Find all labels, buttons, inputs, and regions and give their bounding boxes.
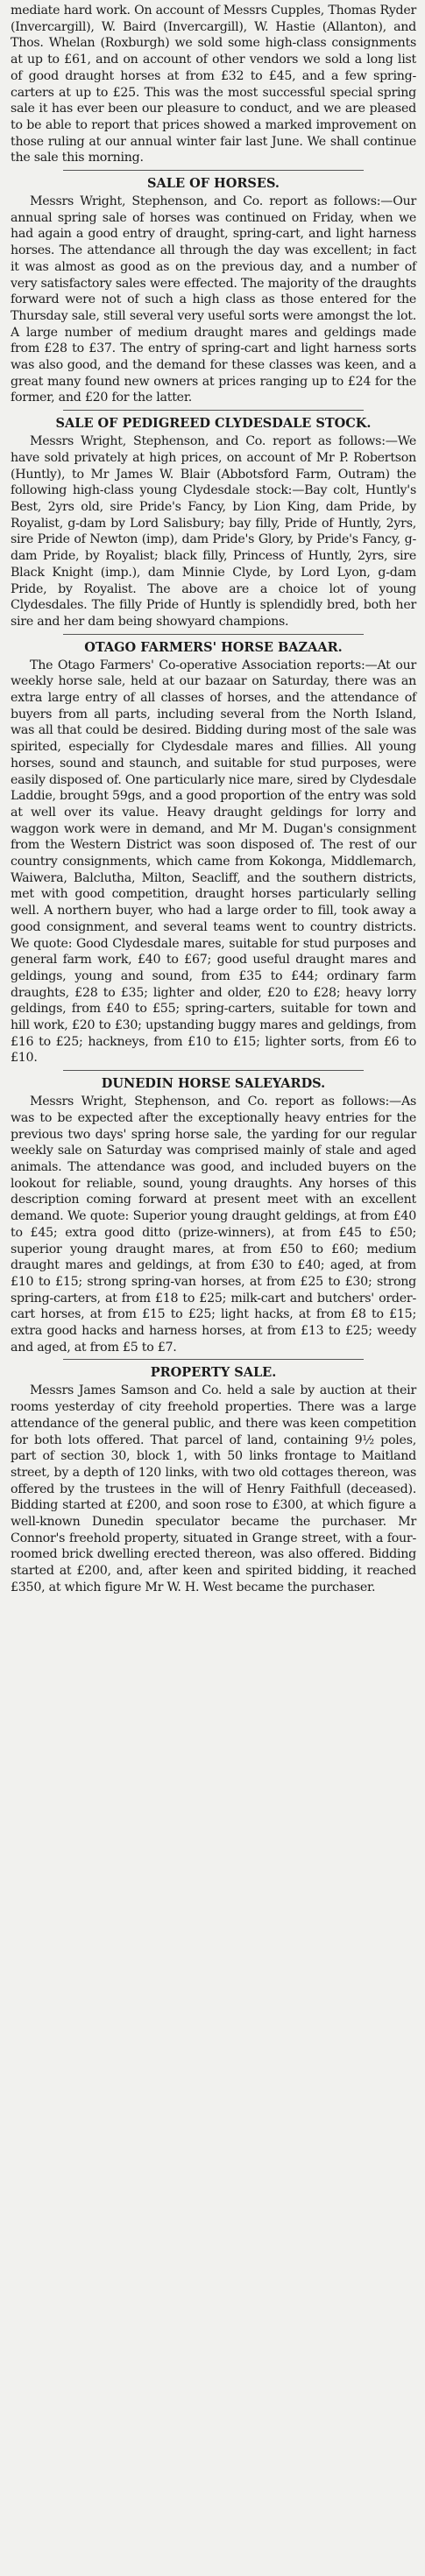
section-divider xyxy=(63,410,364,411)
section-divider xyxy=(63,1070,364,1071)
section-pedigreed-clydesdale xyxy=(11,415,416,630)
paragraph: Messrs James Samson and Co. held a sale by auction at their rooms yesterday of city freehold properties. There was a large attendance of the general public, and there was keen competition for both lots offered. That parcel of land, containing 9½ poles, part of section 30, block 1, with 50 links frontage to Maitland street, by a depth of 120 links, with two old cottages thereon, was offered by the trustees in the will of Henry Faithfull (deceased). Bidding started at £200, and soon rose to £300, at which figure a well-known Dunedin speculator became the purchaser. Mr Connor's freehold property, situated in Grange street, with a four-roomed brick dwelling erected thereon, was also offered. Bidding started at £200, and, after keen and spirited bidding, it reached £350, at which figure Mr W. H. West became the purchaser. xyxy=(11,1383,416,1594)
paragraph: Messrs Wright, Stephenson, and Co. report as follows:—We have sold privately at high prices, on account of Mr P. Robertson (Huntly), to Mr James W. Blair (Abbotsford Farm, Outram) the following high-class young Clydesdale stock:—Bay colt, Huntly's Best, 2yrs old, sire Pride's Fancy, by Lion King, dam Pride, by Royalist, g-dam by Lord Salisbury; bay filly, Pride of Huntly, 2yrs, sire Pride of Newton (imp), dam Pride's Glory, by Pride's Fancy, g-dam Pride, by Royalist; black filly, Princess of Huntly, 2yrs, sire Black Knight (imp.), dam Minnie Clyde, by Lord Lyon, g-dam Pride, by Royalist. The above are a choice lot of young Clydesdales. The filly Pride of Huntly is splendidly bred, both her sire and her dam being showyard champions. xyxy=(11,434,416,629)
section-dunedin-saleyards xyxy=(11,1075,416,1355)
paragraph: Messrs Wright, Stephenson, and Co. report as follows:—Our annual spring sale of horses was continued on Friday, when we had again a good entry of draught, spring-cart, and light harness horses. The attendance all through the day was excellent; in fact it was almost as good as on the previous day, and a number of very satisfactory sales were effected. The majority of the draughts forward were not of such a high class as those entered for the Thursday sale, still several very useful sorts were amongst the lot. A large number of medium draught mares and geldings made from £28 to £37. The entry of spring-cart and light harness sorts was also good, and the demand for these classes was keen, and a great many found new owners at prices ranging up to £24 for the former, and £20 for the latter. xyxy=(11,194,416,405)
section-divider xyxy=(63,1359,364,1360)
section-otago-farmers-bazaar xyxy=(11,639,416,1067)
section-sale-of-horses xyxy=(11,175,416,406)
section-divider xyxy=(63,170,364,171)
section-property-sale xyxy=(11,1364,416,1595)
section-heading: OTAGO FARMERS' HORSE BAZAAR. xyxy=(84,639,343,655)
section-divider xyxy=(63,634,364,635)
section-heading: SALE OF PEDIGREED CLYDESDALE STOCK. xyxy=(55,416,372,432)
section-horse-sale-continued xyxy=(11,3,416,166)
paragraph: Messrs Wright, Stephenson, and Co. report as follows:—As was to be expected after the exceptionally heavy entries for the previous two days' spring horse sale, the yarding for our regular weekly sale on Saturday was comprised mainly of stale and aged animals. The attendance was good, and included buyers on the lookout for reliable, sound, young draughts. Any horses of this description coming forward at present meet with an excellent demand. We quote: Superior young draught geldings, at from £40 to £45; extra good ditto (prize-winners), at from £45 to £50; superior young draught mares, at from £50 to £60; medium draught mares and geldings, at from £30 to £40; aged, at from £10 to £15; strong spring-van horses, at from £25 to £30; strong spring-carters, at from £18 to £25; milk-cart and butchers' order-cart horses, at from £15 to £25; light hacks, at from £8 to £15; extra good hacks and harness horses, at from £13 to £25; weedy and aged, at from £5 to £7. xyxy=(11,1094,416,1355)
paragraph: The Otago Farmers' Co-operative Association reports:—At our weekly horse sale, held at our bazaar on Saturday, there was an extra large entry of all classes of horses, and the attendance of buyers from all parts, including several from the North Island, was all that could be desired. Bidding during most of the sale was spirited, especially for Clydesdale mares and fillies. All young horses, sound and staunch, and suitable for stud purposes, were easily disposed of. One particularly nice mare, sired by Clydesdale Laddie, brought 59gs, and a good proportion of the entry was sold at well over its value. Heavy draught geldings for lorry and waggon work were in demand, and Mr M. Dugan's consignment from the Western District was soon disposed of. The rest of our country consignments, which came from Kokonga, Middlemarch, Waiwera, Balclutha, Milton, Seacliff, and the southern districts, met with good competition, draught horses particularly selling well. A northern buyer, who had a large order to fill, took away a good consignment, and several teams went to country districts. We quote: Good Clydesdale mares, suitable for stud purposes and general farm work, £40 to £67; good useful draught mares and geldings, young and sound, from £35 to £44; ordinary farm draughts, £28 to £35; lighter and older, £20 to £28; heavy lorry geldings, from £40 to £55; spring-carters, suitable for town and hill work, £20 to £30; upstanding buggy mares and geldings, from £16 to £25; hackneys, from £10 to £15; lighter sorts, from £6 to £10. xyxy=(11,658,416,1066)
paragraph: mediate hard work. On account of Messrs Cupples, Thomas Ryder (Invercargill), W. Baird (Invercargill), W. Hastie (Allanton), and Thos. Whelan (Roxburgh) we sold some high-class consignments at up to £61, and on account of other vendors we sold a long list of good draught horses at from £32 to £45, and a few spring-carters at up to £25. This was the most successful special spring sale it has ever been our pleasure to conduct, and we are pleased to be able to report that prices showed a marked improvement on those ruling at our annual winter fair last June. We shall continue the sale this morning. xyxy=(11,4,416,165)
section-heading: DUNEDIN HORSE SALEYARDS. xyxy=(101,1076,326,1092)
section-heading: PROPERTY SALE. xyxy=(150,1365,277,1381)
section-heading: SALE OF HORSES. xyxy=(147,176,280,192)
